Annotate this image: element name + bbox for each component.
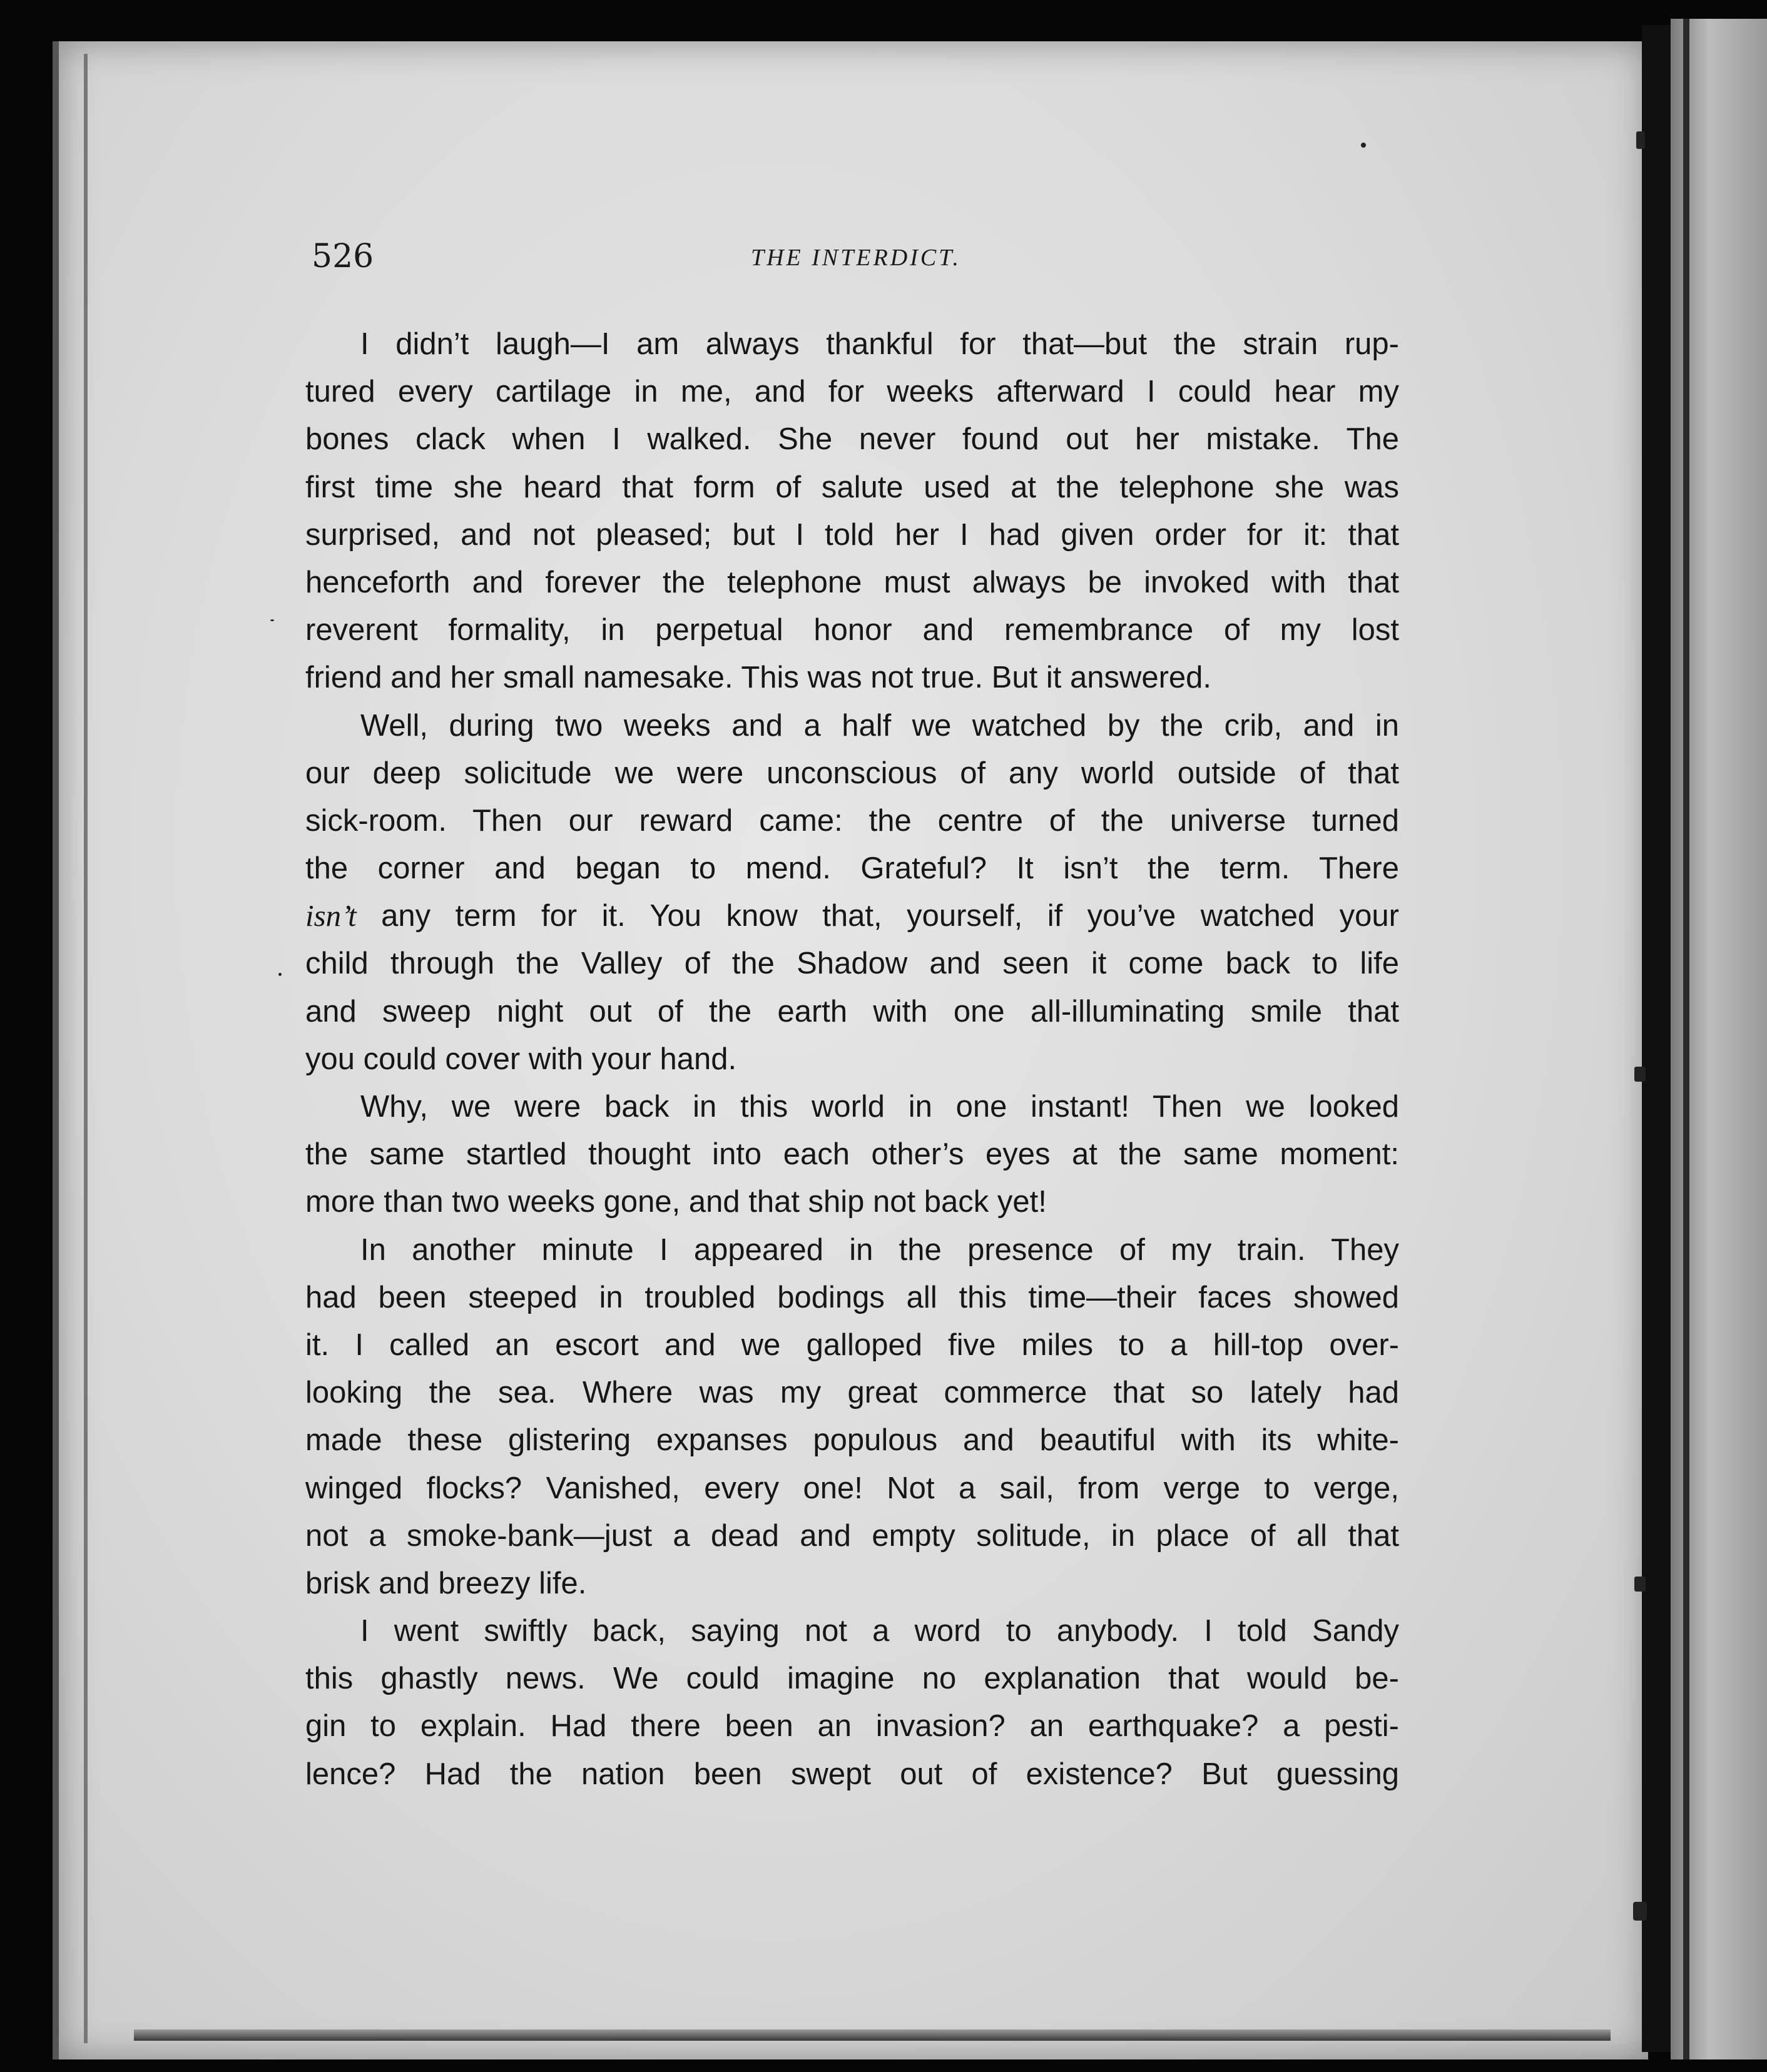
text-line: it. I called an escort and we galloped five miles to a hill-top over- [305,1328,1399,1362]
running-title: THE INTERDICT. [750,245,962,271]
text-line: child through the Valley of the Shadow and seen it come back to life [305,947,1399,981]
paragraph [305,1607,1399,1798]
scan-speck [1634,1067,1646,1082]
text-line: sick-room. Then our reward came: the centre of the universe turned [305,803,1399,838]
adjacent-page-border [1683,19,1689,2059]
scan-speck [270,619,274,621]
text-line: had been steeped in troubled bodings all this time—their faces showed [305,1280,1399,1314]
scan-speck [1633,1902,1647,1921]
page-number: 526 [312,238,374,275]
book-gutter [1642,25,1671,2052]
paragraph [305,320,1399,702]
text-line: this ghastly news. We could imagine no explanation that would be- [305,1662,1399,1696]
text-line: surprised, and not pleased; but I told her I had given order for it: that [305,517,1399,552]
text-line: you could cover with your hand. [305,1042,737,1076]
text-line: I went swiftly back, saying not a word to anybody. I told Sandy [360,1614,1399,1648]
text-line: bones clack when I walked. She never found out her mistake. The [305,422,1399,457]
paragraph [305,702,1399,1084]
body-text [305,320,1399,1798]
scan-speck [278,973,282,976]
text-line: tured every cartilage in me, and for weeks afterward I could hear my [305,375,1399,409]
text-line: Well, during two weeks and a half we watched by the crib, and in [360,708,1399,743]
paragraph [305,1226,1399,1608]
text-line [305,892,1399,940]
page-bottom-edge [134,2029,1611,2041]
text-line: winged flocks? Vanished, every one! Not a sail, from verge to verge, [305,1471,1399,1505]
text-line: the same startled thought into each other’s eyes at the same moment: [305,1137,1399,1172]
text-line: brisk and breezy life. [305,1566,587,1600]
text-line: henceforth and forever the telephone must always be invoked with that [305,565,1399,599]
text-line: the corner and began to mend. Grateful? It isn’t the term. There [305,851,1399,886]
text-line: reverent formality, in perpetual honor and remembrance of my lost [305,613,1399,648]
text-line: lence? Had the nation been swept out of existence? But guessing [305,1757,1399,1791]
text-line: looking the sea. Where was my great commerce that so lately had [305,1376,1399,1410]
page-left-edge [84,54,88,2043]
text-line: our deep solicitude we were unconscious of any world outside of that [305,756,1399,790]
text-fragment: any term for it. You know that, yourself, if you’ve watched your [356,899,1399,933]
text-line: gin to explain. Had there been an invasion? an earthquake? a pesti- [305,1709,1399,1744]
italic-word: isn’t [305,898,357,933]
scan-speck [1634,1577,1646,1592]
text-line: not a smoke-bank—just a dead and empty solitude, in place of all that [305,1518,1399,1553]
scan-speck [1636,131,1645,149]
text-line: In another minute I appeared in the presence of my train. They [360,1232,1399,1267]
text-line: made these glistering expanses populous and beautiful with its white- [305,1423,1399,1458]
text-line: and sweep night out of the earth with one all-illuminating smile that [305,994,1399,1028]
text-line: I didn’t laugh—I am always thankful for that—but the strain rup- [360,327,1399,361]
paragraph [305,1083,1399,1226]
text-line: first time she heard that form of salute used at the telephone she was [305,470,1399,504]
scan-speck [1361,143,1366,148]
text-line: more than two weeks gone, and that ship not back yet! [305,1185,1047,1219]
text-line: friend and her small namesake. This was not true. But it answered. [305,661,1212,695]
page-header [312,238,1400,288]
text-line: Why, we were back in this world in one instant! Then we looked [360,1090,1399,1124]
